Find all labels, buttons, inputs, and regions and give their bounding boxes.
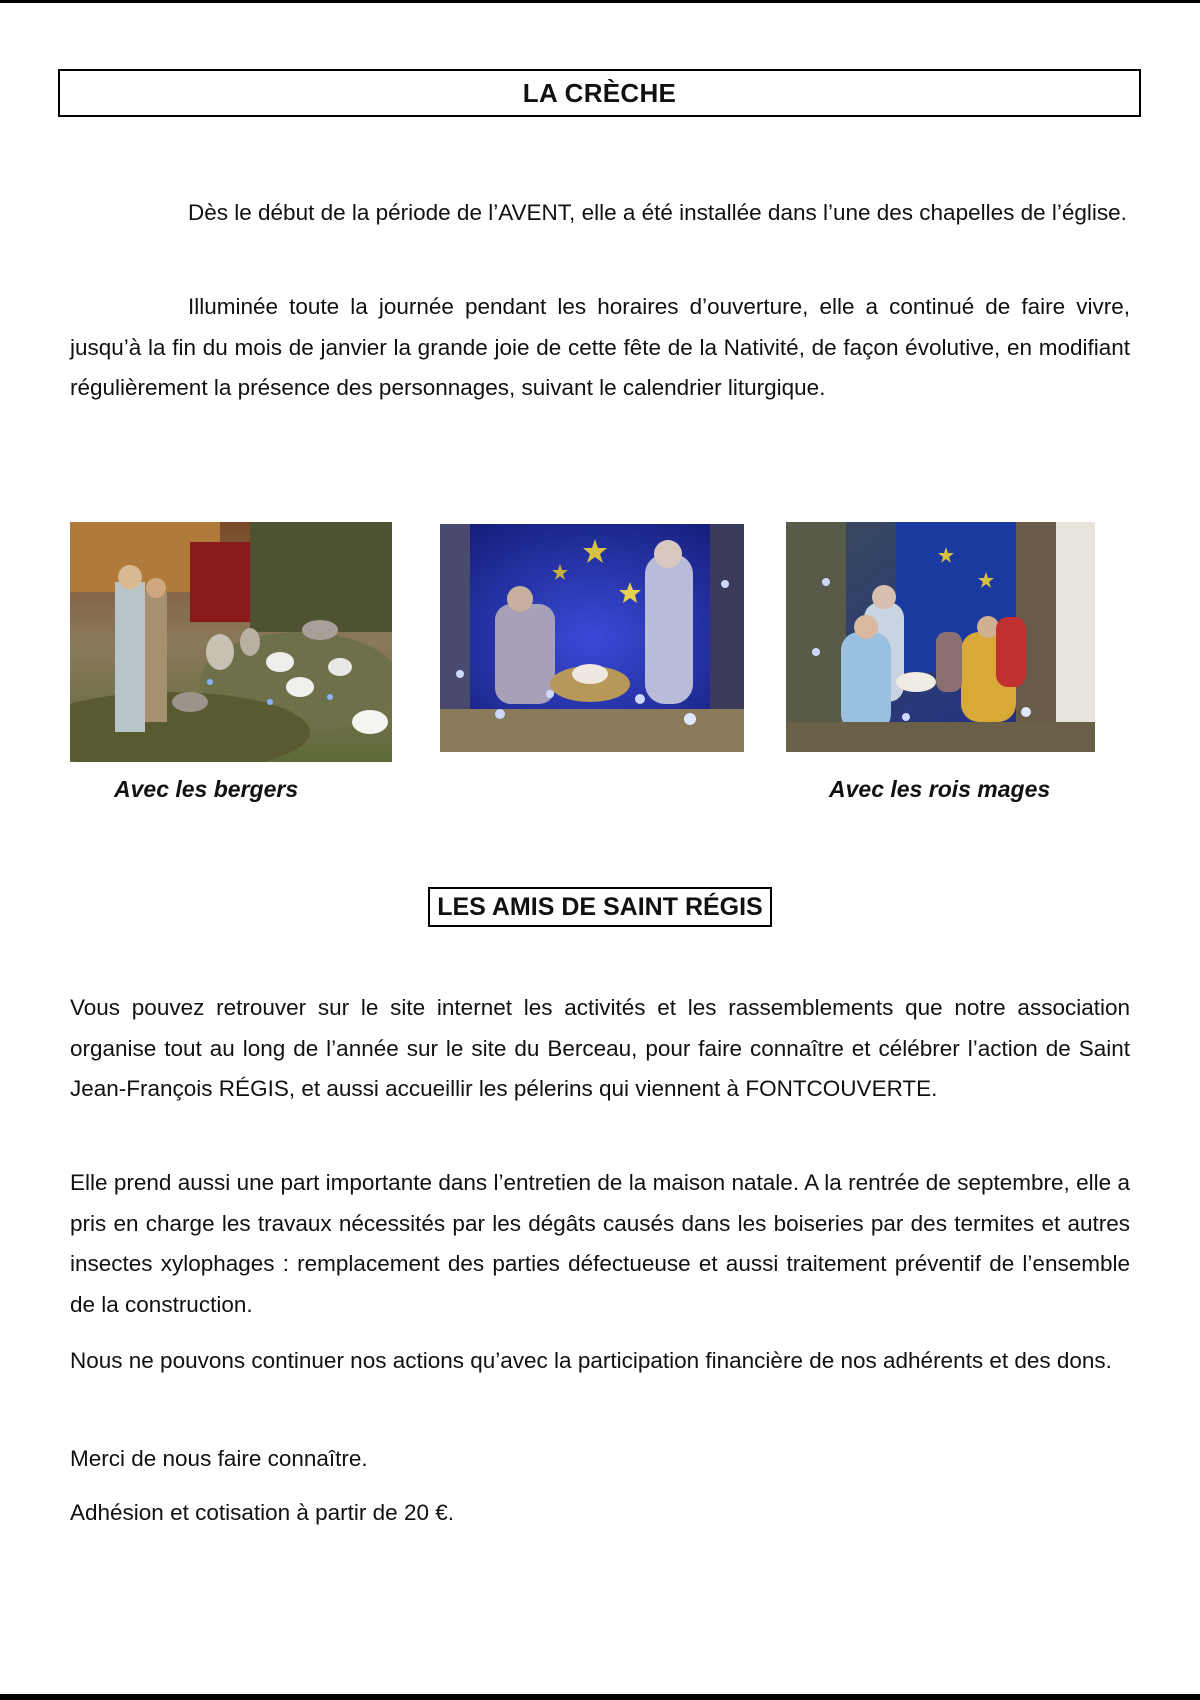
photo-magi: [786, 522, 1095, 752]
amis-paragraph-2: Elle prend aussi une part importante dans l’entretien de la maison natale. A la rentrée de septembre, elle a pris en charge les travaux nécessités par les dégâts causés dans les boiseries par des termites et autres insectes xylophages : remplacement des parties défectueuse et aussi traitement préventif de l’ensemble de la construction.: [70, 1170, 1130, 1317]
creche-paragraph-1: Dès le début de la période de l’AVENT, elle a été installée dans l’une des chapelles de l’église.: [188, 200, 1127, 225]
caption-shepherds: Avec les bergers: [114, 776, 299, 802]
photo-shepherds: [70, 522, 392, 762]
caption-magi: Avec les rois mages: [829, 776, 1051, 802]
page-top-border: [0, 0, 1200, 3]
amis-paragraph-4: Merci de nous faire connaître.: [70, 1446, 368, 1471]
section-title-creche-text: LA CRÈCHE: [522, 77, 677, 108]
amis-paragraph-5: Adhésion et cotisation à partir de 20 €.: [70, 1500, 454, 1525]
section-title-amis-text: LES AMIS DE SAINT RÉGIS: [437, 892, 763, 921]
section-title-amis: [428, 887, 772, 927]
amis-paragraph-1: Vous pouvez retrouver sur le site internet les activités et les rassemblements que notre association organise tout au long de l’année sur le site du Berceau, pour faire connaître et célébrer l’action de Saint Jean-François RÉGIS, et aussi accueillir les pélerins qui viennent à FONTCOUVERTE.: [70, 995, 1130, 1101]
page-bottom-border: [0, 1694, 1200, 1700]
creche-paragraph-2: Illuminée toute la journée pendant les horaires d’ouverture, elle a continué de faire vivre, jusqu’à la fin du mois de janvier la grande joie de cette fête de la Nativité, de façon évolutive, en modifiant régulièrement la présence des personnages, suivant le calendrier liturgique.: [70, 294, 1130, 400]
photo-nativity: [440, 524, 744, 752]
amis-paragraph-3: Nous ne pouvons continuer nos actions qu’avec la participation financière de nos adhérents et des dons.: [70, 1348, 1112, 1373]
section-title-creche: [58, 69, 1141, 117]
